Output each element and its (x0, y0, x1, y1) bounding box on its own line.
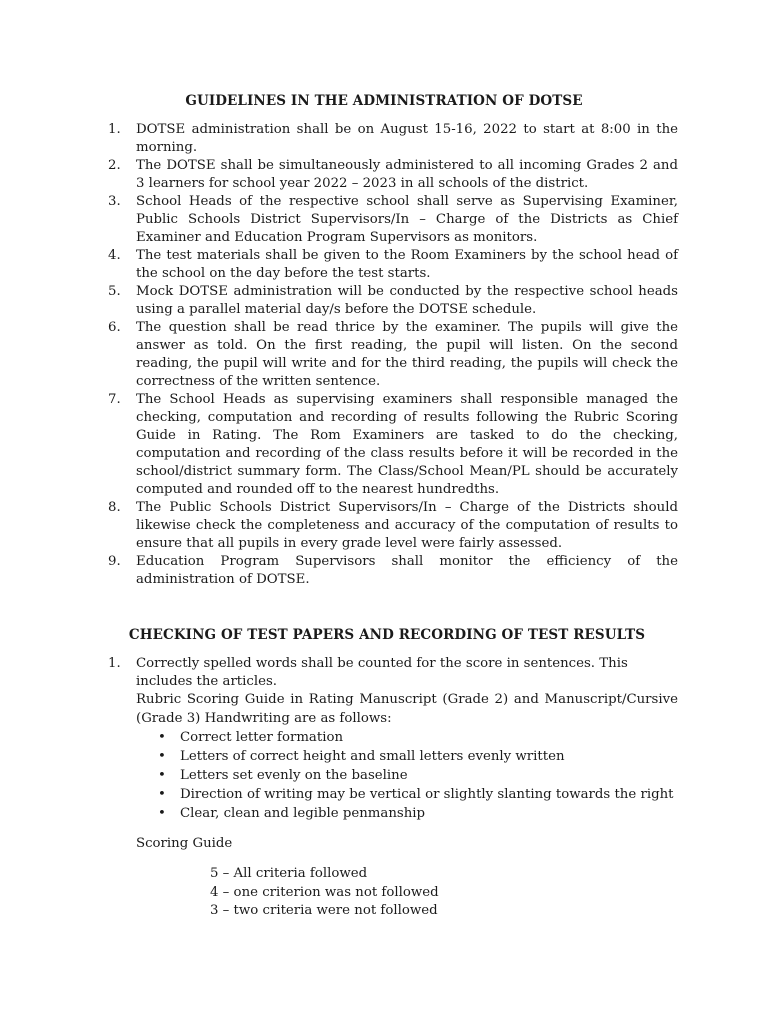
bullet-icon: • (158, 749, 166, 764)
item-number: 1. (108, 122, 121, 137)
item-number: 2. (108, 158, 121, 173)
section-title-guidelines: GUIDELINES IN THE ADMINISTRATION OF DOTSE (185, 93, 583, 109)
item-text: School Heads of the respective school shall serve as Supervising Examiner, Public Schools District Supervisors/In – Charge of the Districts as Chief Examiner and Education Program Supervisors as monitors. (136, 194, 678, 245)
criteria-text: Letters of correct height and small letters evenly written (180, 749, 565, 764)
item-number: 4. (108, 248, 121, 263)
item-number: 8. (108, 500, 121, 515)
list-item (108, 157, 678, 193)
list-item (108, 553, 678, 589)
item-number: 5. (108, 284, 121, 299)
list-item (108, 319, 678, 391)
criteria-item (158, 747, 678, 766)
rubric-intro: Rubric Scoring Guide in Rating Manuscript (Grade 2) and Manuscript/Cursive (Grade 3) Handwriting are as follows: (136, 692, 678, 726)
score-item: 4 – one criterion was not followed (210, 884, 439, 900)
list-item (108, 247, 678, 283)
bullet-icon: • (158, 730, 166, 745)
score-item: 3 – two criteria were not followed (210, 903, 438, 918)
item-text: Education Program Supervisors shall monitor the efficiency of the administration of DOTSE. (136, 554, 678, 587)
list-item (108, 655, 678, 921)
guidelines-list (108, 121, 678, 589)
list-item (108, 121, 678, 157)
scoring-guide-list (182, 865, 678, 921)
criteria-item (158, 785, 678, 804)
bullet-icon: • (158, 787, 166, 802)
item-number: 6. (108, 320, 121, 335)
list-item (108, 499, 678, 553)
item-number: 1. (108, 656, 121, 671)
item-text: The question shall be read thrice by the examiner. The pupils will give the answer as told. On the first reading, the pupil will listen. On the second reading, the pupil will write and for the third reading, the pupils will check the correctness of the written sentence. (136, 320, 678, 389)
criteria-text: Correct letter formation (180, 730, 344, 745)
score-item: 5 – All criteria followed (210, 866, 368, 881)
criteria-text: Clear, clean and legible penmanship (180, 806, 426, 821)
rubric-criteria-list (158, 728, 678, 823)
criteria-text: Direction of writing may be vertical or slightly slanting towards the right (180, 787, 674, 802)
item-text: Mock DOTSE administration will be conducted by the respective school heads using a parallel material day/s before the DOTSE schedule. (136, 284, 678, 317)
criteria-text: Letters set evenly on the baseline (180, 768, 408, 783)
checking-list (108, 655, 678, 921)
item-text: The test materials shall be given to the Room Examiners by the school head of the school on the day before the test starts. (136, 248, 678, 281)
item-text: DOTSE administration shall be on August 15-16, 2022 to start at 8:00 in the morning. (136, 122, 678, 155)
criteria-item (158, 728, 678, 747)
section-title-checking: CHECKING OF TEST PAPERS AND RECORDING OF TEST RESULTS (128, 627, 646, 643)
item-text: Correctly spelled words shall be counted for the score in sentences. This includes the articles. (136, 656, 628, 689)
item-number: 3. (108, 194, 121, 209)
item-number: 7. (108, 392, 121, 407)
item-text: The DOTSE shall be simultaneously administered to all incoming Grades 2 and 3 learners for school year 2022 – 2023 in all schools of the district. (136, 158, 678, 191)
bullet-icon: • (158, 806, 166, 821)
list-item (108, 391, 678, 499)
list-item (108, 283, 678, 319)
criteria-item (158, 804, 678, 823)
item-text: The School Heads as supervising examiners shall responsible managed the checking, computation and recording of results following the Rubric Scoring Guide in Rating. The Rom Examiners are tasked to do the checking, computation and recording of the class results before it will be recorded in the school/district summary form. The Class/School Mean/PL should be accurately computed and rounded off to the nearest hundredths. (136, 392, 678, 497)
bullet-icon: • (158, 768, 166, 783)
item-number: 9. (108, 554, 121, 569)
criteria-item (158, 766, 678, 785)
item-text: The Public Schools District Supervisors/In – Charge of the Districts should likewise check the completeness and accuracy of the computation of results to ensure that all pupils in every grade level were fairly assessed. (136, 500, 678, 551)
scoring-guide-label: Scoring Guide (136, 836, 233, 851)
list-item (108, 193, 678, 247)
